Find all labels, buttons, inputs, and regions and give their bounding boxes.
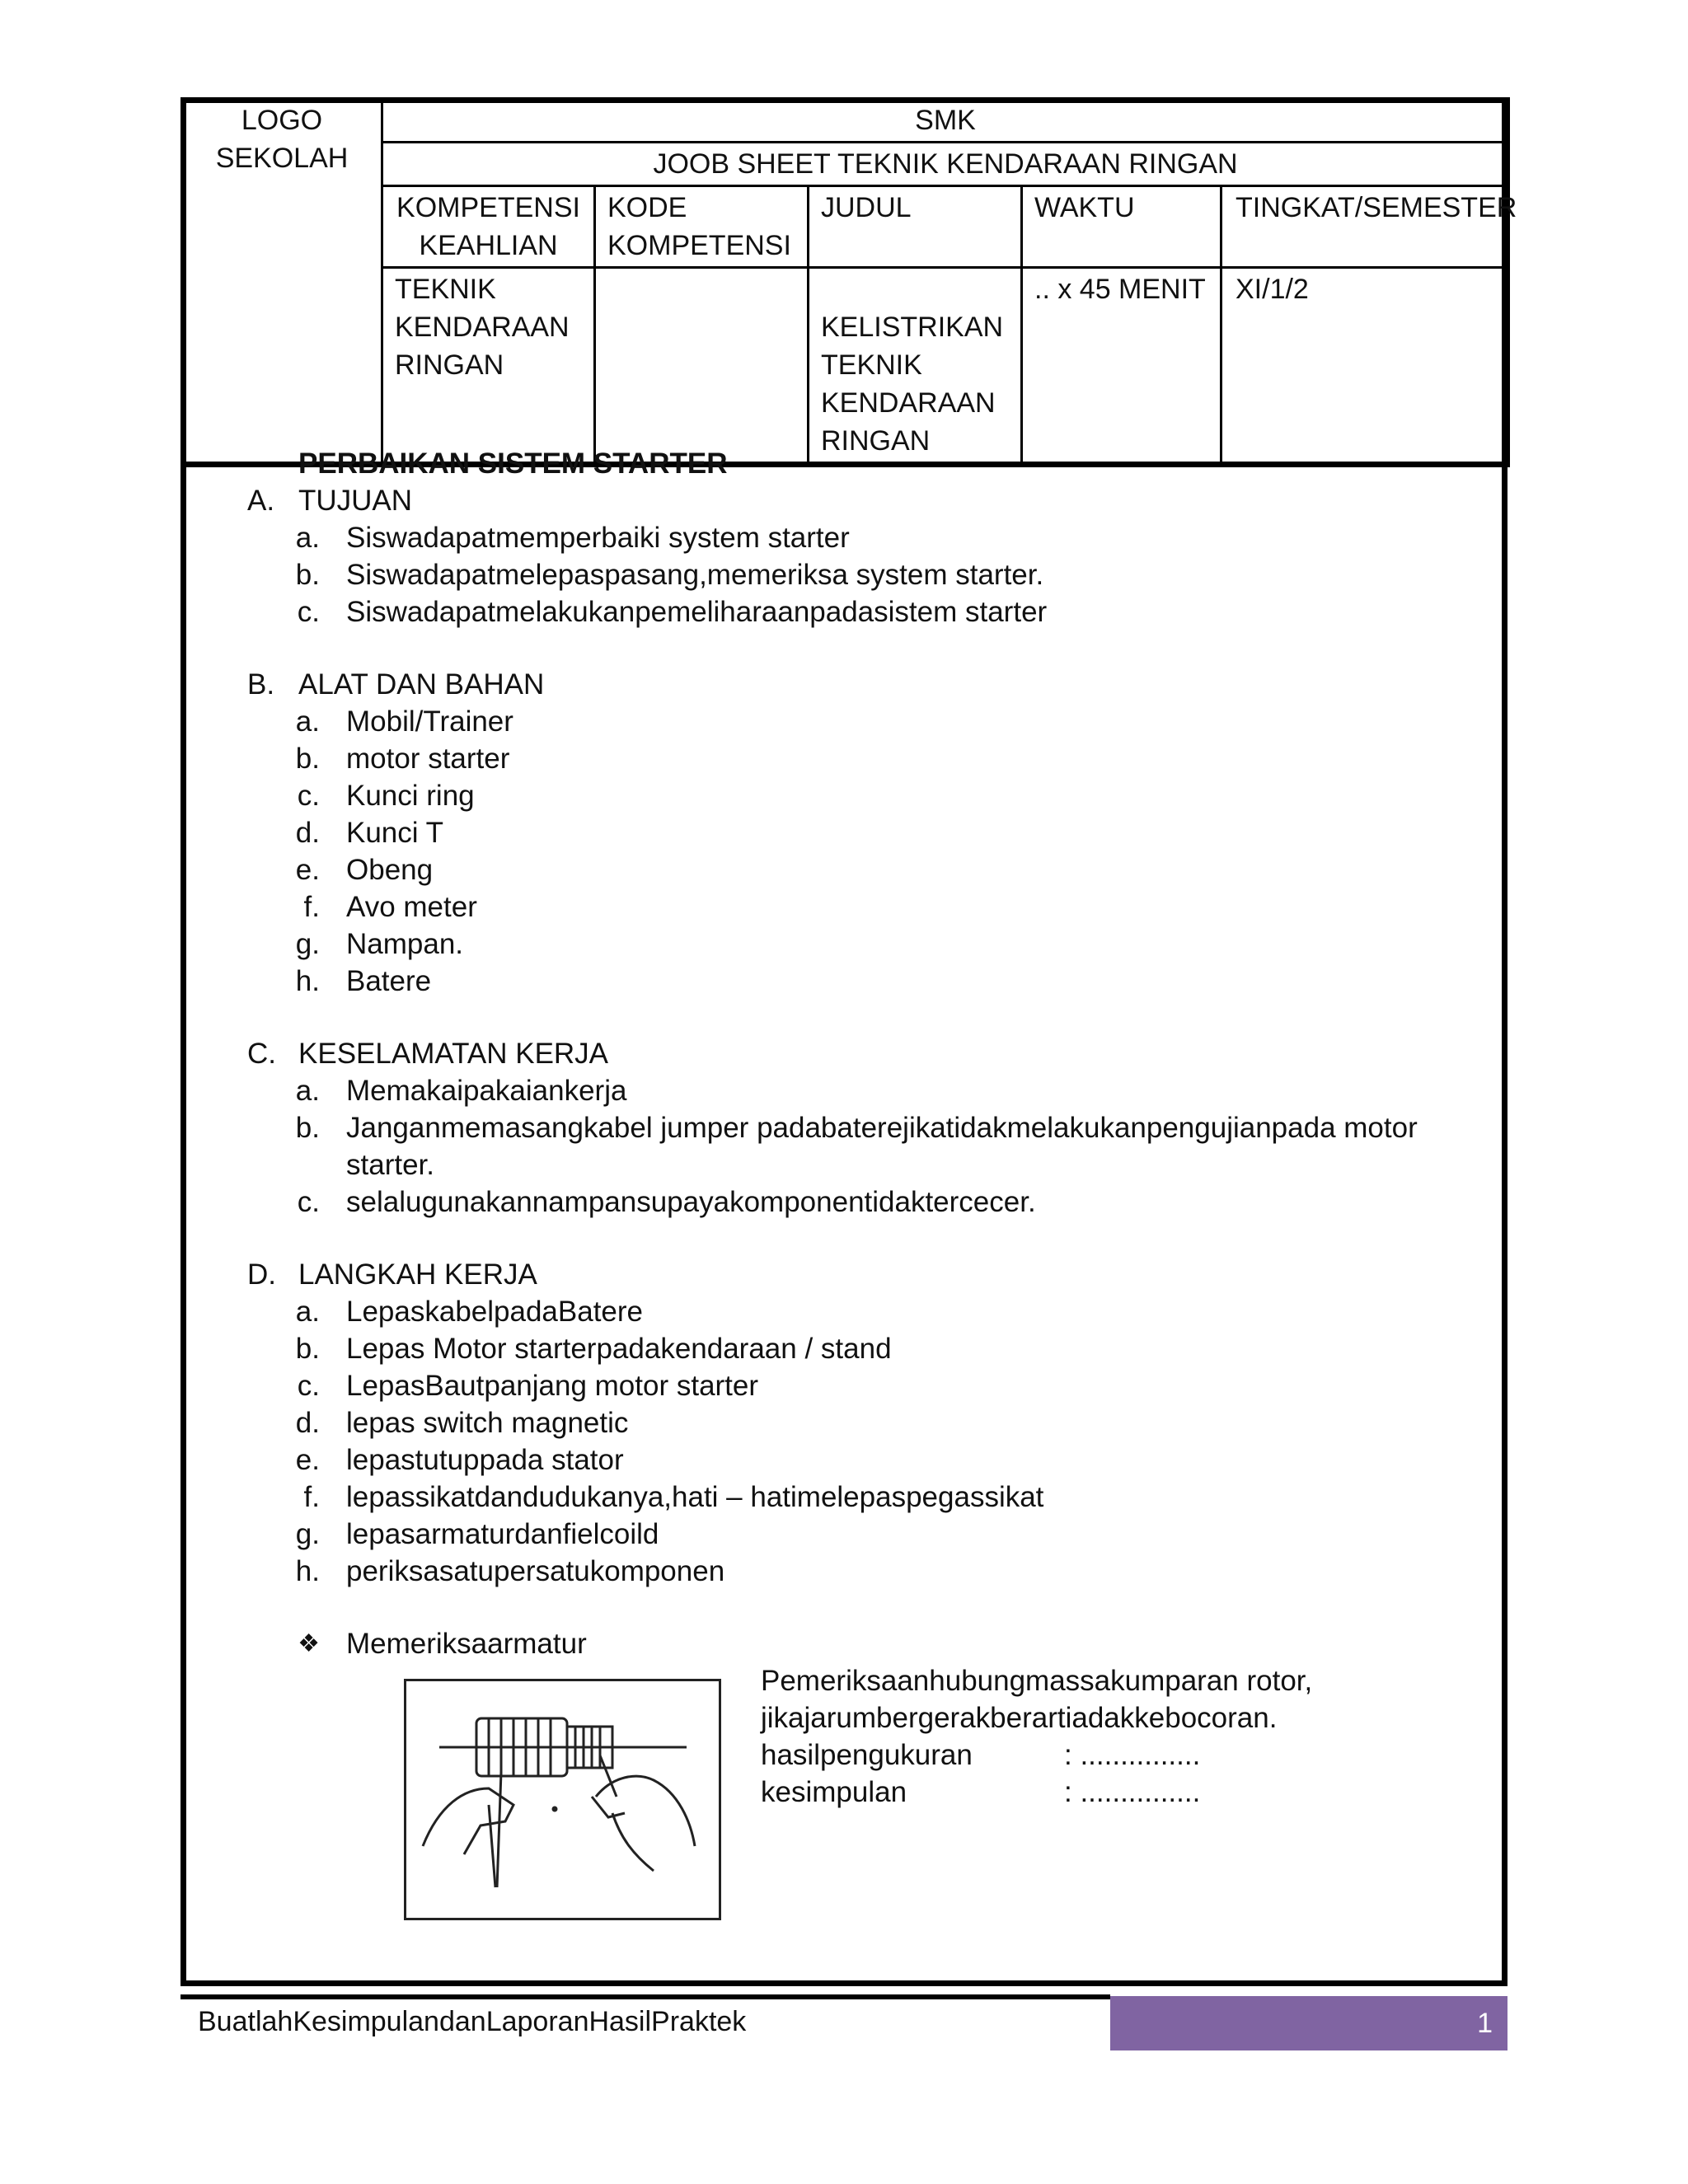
content: [247, 445, 1467, 1920]
list-item: [247, 1330, 1467, 1367]
list-item-text: Memakaipakaiankerja: [346, 1075, 627, 1107]
list-item: [247, 1183, 1467, 1221]
list-item-text: LepaskabelpadaBatere: [346, 1296, 644, 1328]
list-item: [247, 814, 1467, 851]
val-kompetensi-keahlian: TEKNIK KENDARAAN RINGAN: [382, 268, 595, 465]
list-item-marker: e.: [295, 1444, 320, 1476]
col-tingkat-semester: TINGKAT/SEMESTER: [1221, 186, 1509, 268]
section-letter: C.: [247, 1038, 276, 1070]
list-item: [247, 556, 1467, 593]
check-armatur-heading: [247, 1625, 1467, 1662]
header-table: [181, 97, 1517, 467]
logo-label-2: SEKOLAH: [215, 143, 349, 174]
list-item-text: periksasatupersatukomponen: [346, 1555, 725, 1587]
col-kode-kompetensi: KODE KOMPETENSI: [595, 186, 809, 268]
section-title: KESELAMATAN KERJA: [298, 1038, 609, 1070]
check-armatur-block: [247, 1662, 1467, 1920]
label-kesimpulan: kesimpulan: [761, 1776, 907, 1808]
check-title: Memeriksaarmatur: [346, 1628, 587, 1660]
list-item: [247, 1441, 1467, 1479]
section-keselamatan: [247, 1035, 1467, 1221]
list-item: [247, 740, 1467, 777]
list-item-text: Siswadapatmemperbaiki system starter: [346, 522, 850, 554]
list-item-marker: c.: [297, 1186, 320, 1218]
list-item-marker: c.: [297, 780, 320, 812]
list-item: [247, 1072, 1467, 1109]
list-item-text: LepasBautpanjang motor starter: [346, 1370, 759, 1402]
main-title: PERBAIKAN SISTEM STARTER: [298, 448, 728, 480]
list-item-marker: b.: [295, 743, 320, 775]
list-item-marker: g.: [295, 1518, 320, 1550]
val-waktu: .. x 45 MENIT: [1022, 268, 1221, 465]
list-item-text: Siswadapatmelakukanpemeliharaanpadasistem starter: [346, 596, 1048, 628]
list-item-text: Obeng: [346, 854, 434, 886]
school-logo-cell: [182, 99, 382, 465]
list-item-marker: b.: [295, 559, 320, 591]
check-armatur-description: [761, 1662, 1312, 1920]
list-item: [247, 926, 1467, 963]
armature-drawing: [406, 1681, 719, 1918]
section-alat-bahan: [247, 666, 1467, 1000]
list-item-marker: g.: [295, 928, 320, 960]
list-item-text: lepas switch magnetic: [346, 1407, 629, 1439]
value-hasil-pengukuran[interactable]: : ...............: [1064, 1739, 1201, 1771]
list-item-marker: c.: [297, 596, 320, 628]
list-item-text: selalugunakannampansupayakomponentidaktercecer.: [346, 1186, 1036, 1218]
val-judul-text: KELISTRIKAN TEKNIK KENDARAAN RINGAN: [821, 312, 1004, 457]
list-item-text: Mobil/Trainer: [346, 705, 513, 738]
section-letter: A.: [247, 485, 275, 517]
list-item-text: Nampan.: [346, 928, 464, 960]
list-item: [247, 1479, 1467, 1516]
section-title: ALAT DAN BAHAN: [298, 668, 545, 701]
list-item-marker: f.: [303, 891, 320, 923]
list-item-marker: h.: [295, 965, 320, 997]
list-item: [247, 1293, 1467, 1330]
diamond-bullet-icon: ❖: [298, 1630, 320, 1657]
col-waktu: WAKTU: [1022, 186, 1221, 268]
list-item-marker: b.: [295, 1112, 320, 1144]
list-item-marker: d.: [295, 1407, 320, 1439]
section-tujuan: [247, 482, 1467, 630]
value-kesimpulan[interactable]: : ...............: [1064, 1776, 1201, 1808]
desc-line-1: Pemeriksaanhubungmassakumparan rotor,: [761, 1665, 1313, 1697]
list-item-text: Avo meter: [346, 891, 477, 923]
list-item: [247, 1553, 1467, 1590]
list-item-text: lepastutuppada stator: [346, 1444, 624, 1476]
list-item-text: motor starter: [346, 743, 510, 775]
list-item-text: Kunci ring: [346, 780, 475, 812]
list-item-text: Batere: [346, 965, 432, 997]
list-item-marker: b.: [295, 1333, 320, 1365]
page-number: 1: [1477, 2008, 1493, 2039]
list-item: [247, 1404, 1467, 1441]
list-item: [247, 888, 1467, 926]
list-item: [247, 777, 1467, 814]
school-name: SMK: [382, 99, 1509, 143]
section-langkah-kerja: [247, 1256, 1467, 1590]
list-item-text: lepassikatdandudukanya,hati – hatimelepaspegassikat: [346, 1481, 1044, 1513]
list-item: [247, 1109, 1467, 1183]
list-item-marker: a.: [295, 1075, 320, 1107]
desc-line-2: jikajarumbergerakberartiadakkebocoran.: [761, 1702, 1278, 1734]
list-item-text: Siswadapatmelepaspasang,memeriksa system starter.: [346, 559, 1044, 591]
label-hasil-pengukuran: hasilpengukuran: [761, 1739, 973, 1771]
section-title: TUJUAN: [298, 485, 413, 517]
armature-test-illustration: [404, 1679, 721, 1920]
list-item-marker: a.: [295, 522, 320, 554]
list-item-marker: e.: [295, 854, 320, 886]
logo-label-1: LOGO: [241, 105, 323, 136]
list-item-text: lepasarmaturdanfielcoild: [346, 1518, 659, 1550]
list-item-text: Janganmemasangkabel jumper padabaterejikatidakmelakukanpengujianpada motor starter.: [346, 1112, 1418, 1181]
sheet-title: JOOB SHEET TEKNIK KENDARAAN RINGAN: [382, 143, 1509, 186]
col-kompetensi-keahlian: KOMPETENSI KEAHLIAN: [382, 186, 595, 268]
val-tingkat-semester: XI/1/2: [1221, 268, 1509, 465]
list-item: [247, 703, 1467, 740]
list-item-marker: a.: [295, 705, 320, 738]
list-item-marker: f.: [303, 1481, 320, 1513]
list-item: [247, 851, 1467, 888]
list-item-text: Lepas Motor starterpadakendaraan / stand: [346, 1333, 892, 1365]
list-item-marker: c.: [297, 1370, 320, 1402]
val-kode-kompetensi: [595, 268, 809, 465]
list-item-marker: d.: [295, 817, 320, 849]
section-letter: D.: [247, 1258, 276, 1291]
footer-page-bar: [1110, 1996, 1507, 2050]
list-item-marker: a.: [295, 1296, 320, 1328]
footer-text: BuatlahKesimpulandanLaporanHasilPraktek: [198, 2006, 747, 2037]
footer-rule: [181, 1994, 1110, 1999]
col-judul: JUDUL: [809, 186, 1022, 268]
list-item: [247, 593, 1467, 630]
list-item: [247, 963, 1467, 1000]
section-letter: B.: [247, 668, 275, 701]
list-item: [247, 1367, 1467, 1404]
val-judul: [809, 268, 1022, 465]
section-title: LANGKAH KERJA: [298, 1258, 537, 1291]
list-item: [247, 519, 1467, 556]
list-item-text: Kunci T: [346, 817, 444, 849]
list-item-marker: h.: [295, 1555, 320, 1587]
list-item: [247, 1516, 1467, 1553]
